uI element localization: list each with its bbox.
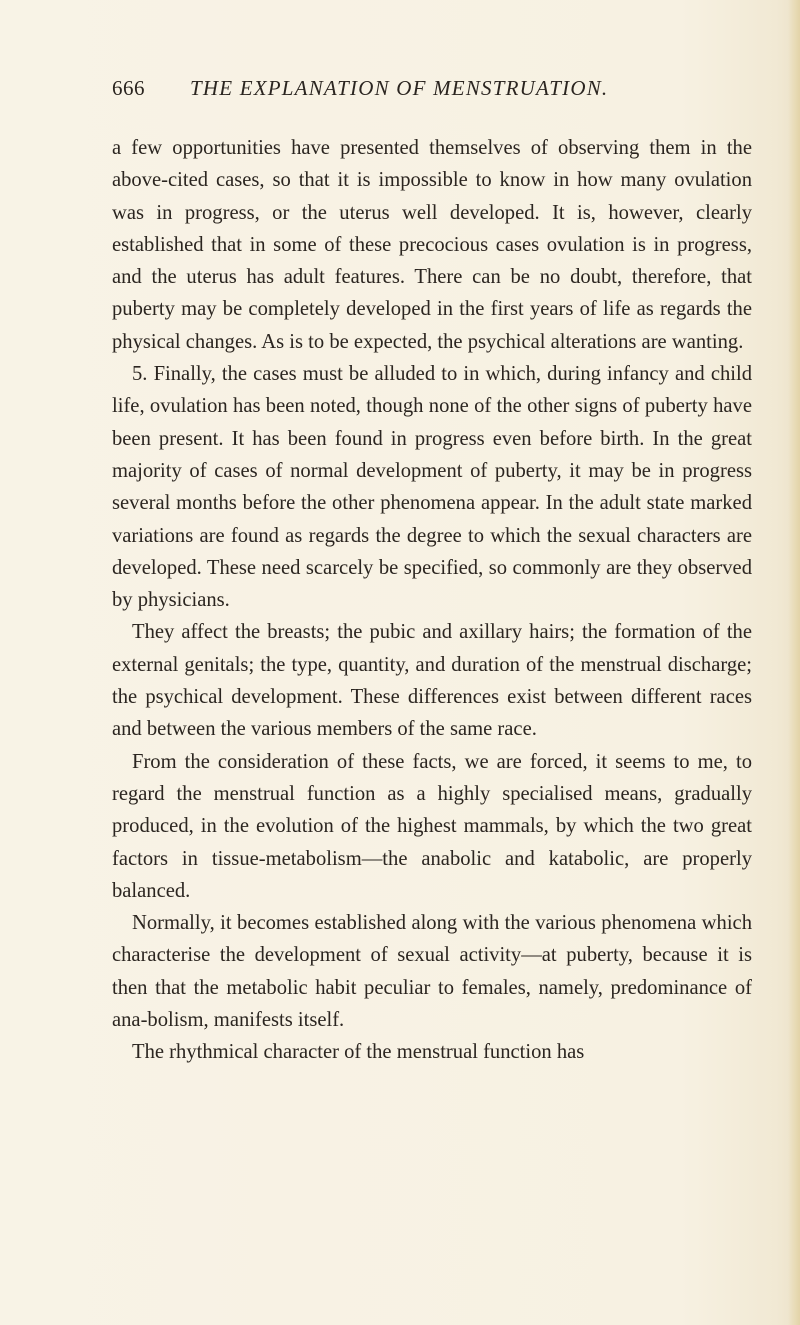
paragraph-final-line: The rhythmical character of the menstrual function has — [132, 1041, 585, 1064]
paragraph: From the consideration of these facts, we are forced, it seems to me, to regard the menstrual function as a highly specialised means, gradually produced, in the evolution of the highest mammals, by which the two great factors in tissue-metabolism—the anabolic and katabolic, are properly balanced. — [112, 750, 752, 902]
running-title: THE EXPLANATION OF MENSTRUATION. — [190, 76, 609, 100]
page-header — [112, 76, 752, 106]
body-text — [112, 132, 752, 1069]
paragraph-continuation: a few opportunities have presented themselves of observing them in the above-cited cases, so that it is impossible to know in how many ovulation was in progress, or the uterus well developed. It is, however, clearly established that in some of these precocious cases ovulation is in progress, and the uterus has adult features. There can be no doubt, therefore, that puberty may be completely developed in the first years of life as regards the physical changes. As is to be expected, the psychical alterations are wanting. — [112, 137, 752, 353]
paragraph-item-5: 5. Finally, the cases must be alluded to in which, during infancy and child life, ovulation has been noted, though none of the other signs of puberty have been present. It has been found in progress even before birth. In the great majority of cases of normal development of puberty, it may be in progress several months before the other phenomena appear. In the adult state marked variations are found as regards the degree to which the sexual characters are developed. These need scarcely be specified, so commonly are they observed by physicians. — [112, 363, 752, 612]
page-edge-shadow — [788, 0, 800, 1325]
page-number: 666 — [112, 76, 145, 100]
paragraph: They affect the breasts; the pubic and axillary hairs; the formation of the external genitals; the type, quantity, and duration of the menstrual discharge; the psychical development. These differences exist between different races and between the various members of the same race. — [112, 621, 752, 741]
paragraph: Normally, it becomes established along with the various phenomena which characterise the development of sexual activity—at puberty, because it is then that the metabolic habit peculiar to females, namely, predominance of ana-bolism, manifests itself. — [112, 912, 752, 1032]
